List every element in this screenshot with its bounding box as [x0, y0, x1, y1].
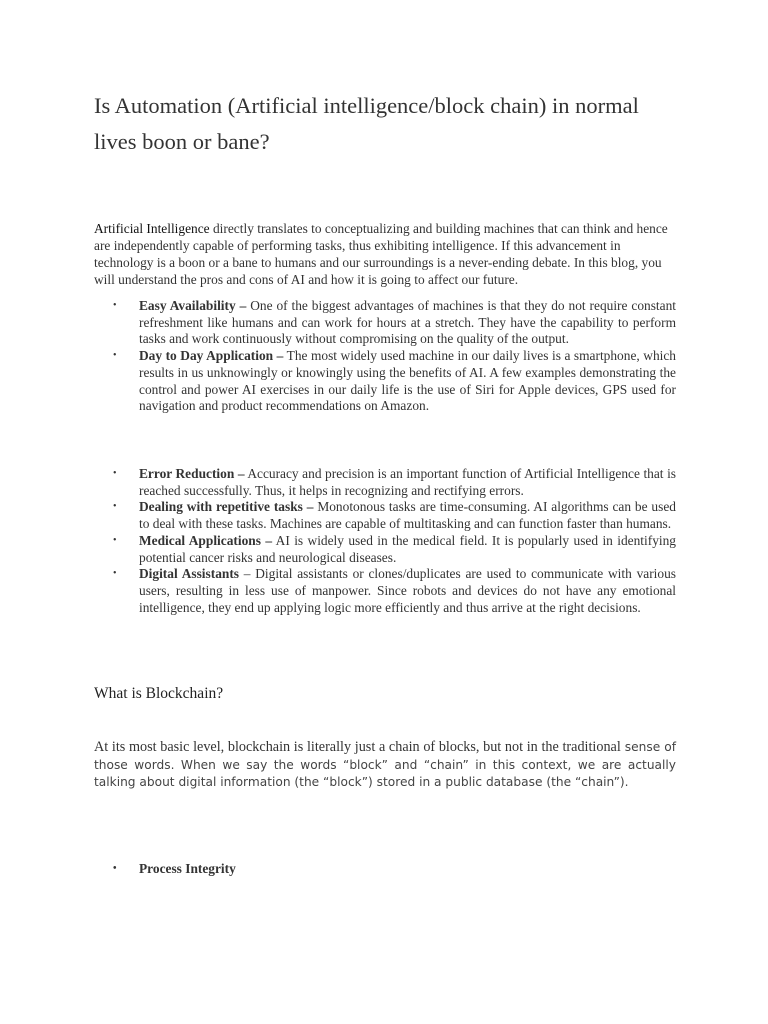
blockchain-text-sans: sense of those words. When we say the words “block” and “chain” in this context, we are actually talking about digital information (the “block”) stored in a public database (the “chain”).	[94, 740, 676, 789]
bullet-icon: •	[113, 300, 117, 311]
intro-paragraph	[94, 220, 676, 288]
bullet-icon: •	[113, 501, 117, 513]
list-item	[94, 566, 676, 616]
list-item	[94, 298, 676, 348]
bullet-icon: •	[113, 863, 117, 874]
list-item	[94, 348, 676, 415]
bullet-icon: •	[113, 350, 117, 362]
list-item-text: – Digital assistants or clones/duplicates are used to communicate with various users, resulting in less use of manpower. Since robots and devices do not have any emotional intelligence, they end up applying logic more efficiently and thus arrive at the right decisions.	[139, 566, 676, 615]
list-item-text: Monotonous tasks are time-consuming. AI algorithms can be used to deal with these tasks. Machines are capable of multitasking and can function faster than humans.	[139, 499, 676, 532]
blockchain-paragraph	[94, 739, 676, 792]
list-item	[94, 533, 676, 566]
list-item-text: The most widely used machine in our daily lives is a smartphone, which results in us unknowingly or knowingly using the benefits of AI. A few examples demonstrating the control and power AI exercises in our daily life is the use of Siri for Apple devices, GPS used for navigation and product recommendations on Amazon.	[139, 348, 676, 414]
list-item-heading: Dealing with repetitive tasks –	[139, 499, 314, 515]
list-item-text: AI is widely used in the medical field. It is popularly used in identifying potential cancer risks and neurological diseases.	[139, 532, 677, 565]
bullet-icon: •	[113, 568, 117, 580]
list-item-heading: Easy Availability –	[139, 298, 247, 313]
ai-advantages-list-1	[94, 298, 676, 415]
list-item-heading: Process Integrity	[139, 861, 236, 876]
blockchain-points-list	[94, 861, 676, 878]
list-item	[94, 499, 676, 532]
list-item-text: One of the biggest advantages of machines is that they do not require constant refreshment like humans and can work for hours at a stretch. They have the capability to perform tasks and work continuously without compromising on the quality of the output.	[139, 298, 676, 347]
list-item-heading: Digital Assistants	[139, 566, 240, 582]
intro-lead-term: Artificial Intelligence	[94, 221, 210, 236]
list-item	[94, 466, 676, 499]
list-item-heading: Medical Applications –	[139, 532, 273, 548]
bullet-icon: •	[113, 534, 117, 546]
list-item-heading: Error Reduction –	[139, 466, 245, 481]
blockchain-heading: What is Blockchain?	[94, 685, 224, 702]
blockchain-text-serif: At its most basic level, blockchain is literally just a chain of blocks, but not in the traditional	[94, 739, 621, 755]
page-title: Is Automation (Artificial intelligence/block chain) in normal lives boon or bane?	[94, 93, 639, 154]
list-item	[94, 861, 676, 878]
list-item-text: Accuracy and precision is an important function of Artificial Intelligence that is reached successfully. Thus, it helps in recognizing and rectifying errors.	[139, 466, 676, 498]
bullet-icon: •	[113, 468, 117, 479]
list-item-heading: Day to Day Application –	[139, 348, 284, 364]
ai-advantages-list-2	[94, 466, 676, 616]
intro-text: directly translates to conceptualizing and building machines that can think and hence are independently capable of performing tasks, thus exhibiting intelligence. If this advancement in technology is a boon or a bane to humans and our surroundings is a never-ending debate. In this blog, you will understand the pros and cons of AI and how it is going to affect our future.	[94, 221, 668, 287]
